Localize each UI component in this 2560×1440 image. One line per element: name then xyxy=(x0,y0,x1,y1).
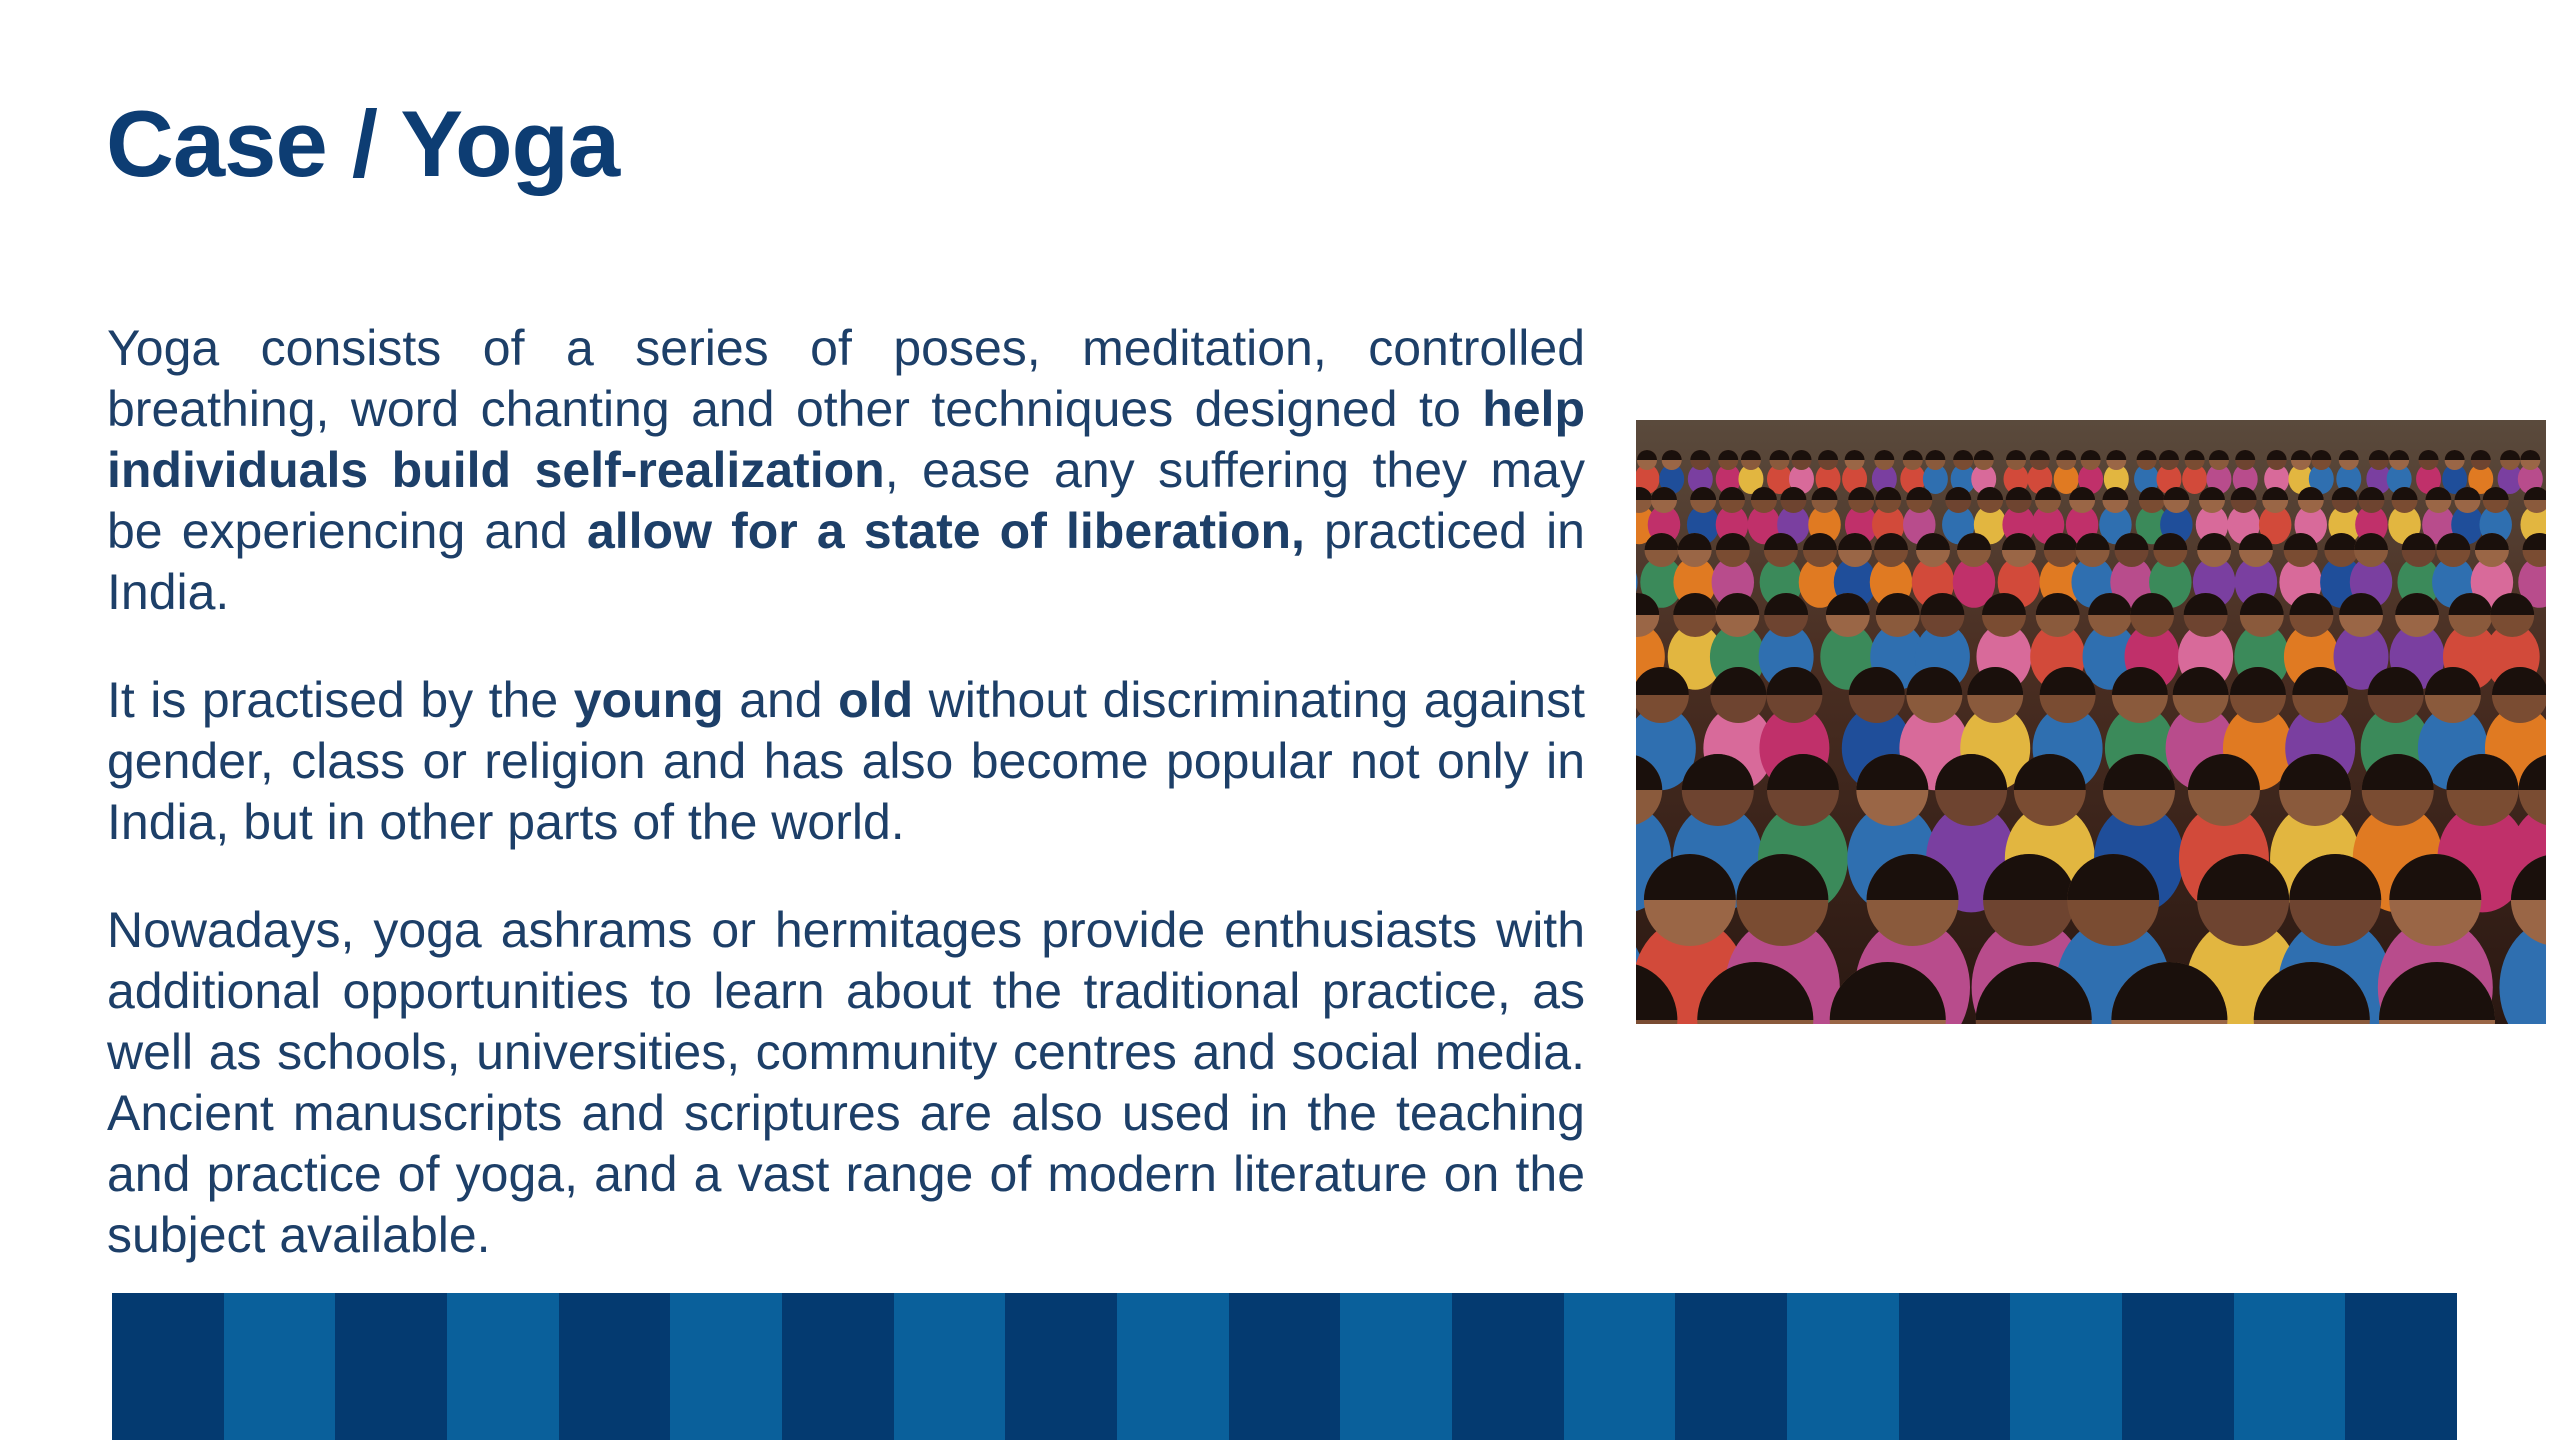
stripe xyxy=(112,1293,224,1440)
stripe xyxy=(670,1293,782,1440)
decorative-stripe-band xyxy=(112,1293,2457,1440)
stripe xyxy=(224,1293,336,1440)
stripe xyxy=(1564,1293,1676,1440)
stripe xyxy=(1452,1293,1564,1440)
stripe xyxy=(1675,1293,1787,1440)
slide-body-text xyxy=(107,318,1585,1313)
stripe xyxy=(559,1293,671,1440)
stripe xyxy=(2234,1293,2346,1440)
emphasis-text: help individuals build self-realization xyxy=(107,381,1585,498)
emphasis-text: young xyxy=(573,672,724,728)
paragraph-1 xyxy=(107,318,1585,623)
slide-title: Case / Yoga xyxy=(106,91,620,196)
stripe xyxy=(447,1293,559,1440)
stripe xyxy=(1899,1293,2011,1440)
text-run: without discriminating against gender, class or religion and has also become popular not only in India, but in other parts of the world. xyxy=(107,672,1585,850)
stripe xyxy=(2345,1293,2457,1440)
paragraph-3 xyxy=(107,900,1585,1266)
text-run: It is practised by the xyxy=(107,672,574,728)
text-run: and xyxy=(723,672,839,728)
text-run: practiced in India. xyxy=(107,503,1585,620)
stripe xyxy=(335,1293,447,1440)
stripe xyxy=(782,1293,894,1440)
text-run: Yoga consists of a series of poses, meditation, controlled breathing, word chanting and other techniques designed to xyxy=(107,320,1585,437)
stripe xyxy=(2010,1293,2122,1440)
stripe xyxy=(894,1293,1006,1440)
stripe xyxy=(1229,1293,1341,1440)
stripe xyxy=(1005,1293,1117,1440)
emphasis-text: old xyxy=(838,672,914,728)
crowd-meditating-photo xyxy=(1636,420,2546,1024)
emphasis-text: allow for a state of liberation, xyxy=(586,503,1305,559)
text-run: Nowadays, yoga ashrams or hermitages provide enthusiasts with additional opportunities to learn about the traditional practice, as well as schools, universities, community centres and social media. Ancient manuscripts and scriptures are also used in the teaching and practice of yoga, and a vast range of modern literature on the subject available. xyxy=(107,902,1585,1263)
paragraph-2 xyxy=(107,670,1585,853)
stripe xyxy=(2122,1293,2234,1440)
text-run: , ease any suffering they may be experiencing and xyxy=(107,442,1585,559)
stripe xyxy=(1117,1293,1229,1440)
stripe xyxy=(1340,1293,1452,1440)
stripe xyxy=(1787,1293,1899,1440)
